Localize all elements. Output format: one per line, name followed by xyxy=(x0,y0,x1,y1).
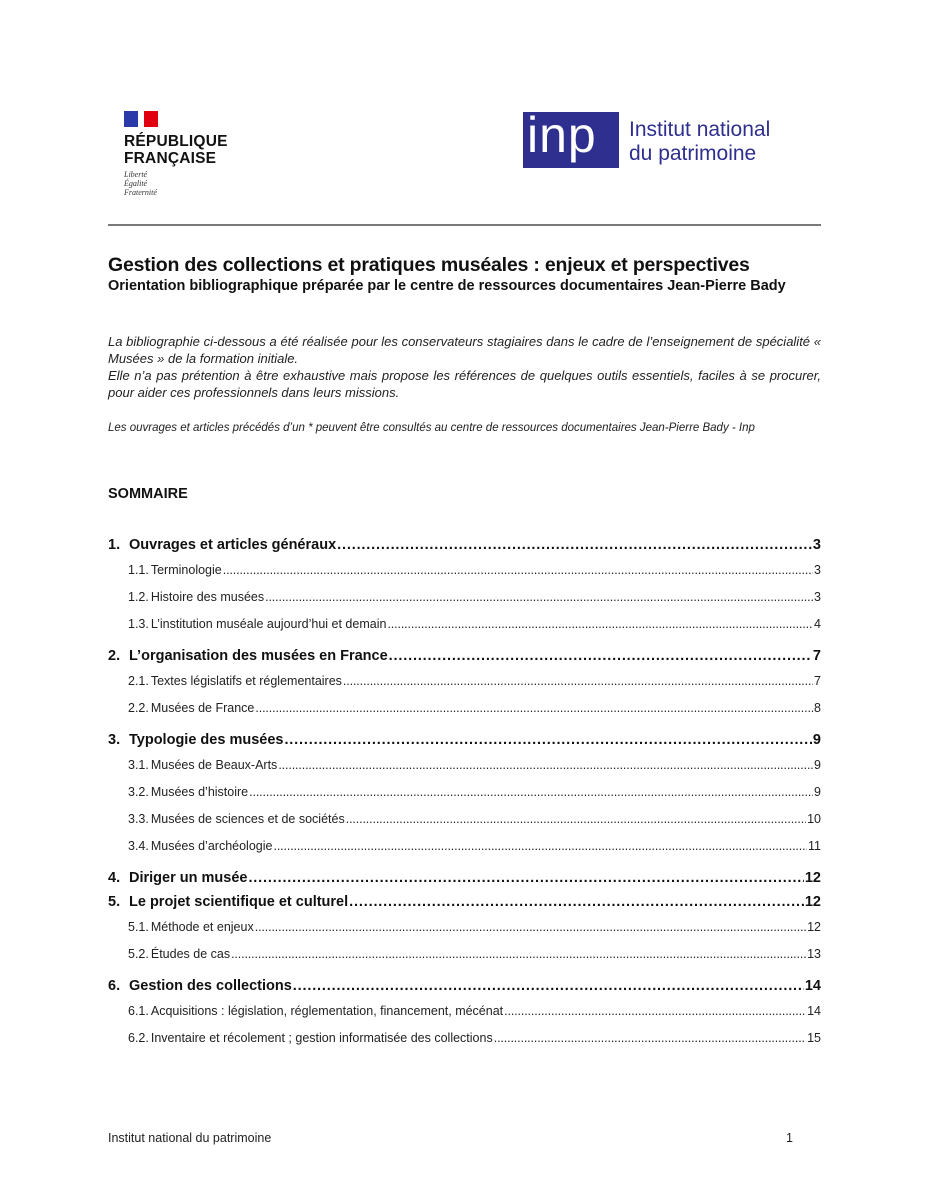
toc-dot-leader xyxy=(494,1025,806,1052)
toc-section-entry[interactable] xyxy=(108,533,821,557)
toc-dot-leader xyxy=(265,584,813,611)
toc-page-number: 15 xyxy=(807,1031,821,1045)
toc-page-number: 3 xyxy=(812,537,821,553)
toc-page-number: 8 xyxy=(814,701,821,715)
toc-subsection-title: Musées de France xyxy=(150,701,255,715)
toc-section-title: Diriger un musée xyxy=(129,870,248,886)
toc-subsection-label xyxy=(128,941,230,968)
toc-subsection-entry[interactable] xyxy=(108,752,821,779)
toc-page-number: 14 xyxy=(804,978,821,994)
toc-dot-leader xyxy=(273,833,807,860)
flag-red-band xyxy=(144,111,158,127)
toc-subsection-number: 1.2. xyxy=(128,590,149,604)
toc-page-number: 9 xyxy=(814,758,821,772)
table-of-contents xyxy=(108,533,821,1058)
toc-subsection-label xyxy=(128,611,386,638)
toc-page-number: 4 xyxy=(814,617,821,631)
toc-page-number: 7 xyxy=(812,648,821,664)
toc-subsection-title: Méthode et enjeux xyxy=(150,920,254,934)
toc-section-label xyxy=(108,533,336,557)
toc-section-group xyxy=(108,533,821,638)
toc-subsection-entry[interactable] xyxy=(108,557,821,584)
intro-paragraph-1: La bibliographie ci-dessous a été réalisée pour les conservateurs stagiaires dans le cadre de l’enseignement de spécialité « Musées » de la formation initiale. xyxy=(108,334,821,366)
toc-subsection-number: 2.2. xyxy=(128,701,149,715)
toc-section-label xyxy=(108,644,388,668)
toc-section-entry[interactable] xyxy=(108,644,821,668)
toc-subsection-entry[interactable] xyxy=(108,998,821,1025)
toc-subsection-title: Musées d’archéologie xyxy=(150,839,273,853)
toc-page-number: 12 xyxy=(804,894,821,910)
toc-dot-leader xyxy=(278,752,813,779)
toc-subsection-label xyxy=(128,668,342,695)
header-divider xyxy=(108,224,821,226)
toc-subsection-entry[interactable] xyxy=(108,584,821,611)
toc-subsection-number: 3.2. xyxy=(128,785,149,799)
toc-subsection-number: 3.3. xyxy=(128,812,149,826)
toc-subsection-label xyxy=(128,584,264,611)
toc-section-label xyxy=(108,866,247,890)
toc-dot-leader xyxy=(249,779,813,806)
document-title: Gestion des collections et pratiques muséales : enjeux et perspectives xyxy=(108,254,750,276)
toc-dot-leader xyxy=(343,668,813,695)
toc-subsection-title: Musées d’histoire xyxy=(150,785,249,799)
toc-subsection-number: 1.1. xyxy=(128,563,149,577)
toc-section-entry[interactable] xyxy=(108,866,821,890)
toc-subsection-entry[interactable] xyxy=(108,611,821,638)
rf-name-line1: RÉPUBLIQUE xyxy=(124,133,228,150)
toc-page-number: 14 xyxy=(807,1004,821,1018)
toc-subsection-number: 3.4. xyxy=(128,839,149,853)
toc-subsection-label xyxy=(128,833,272,860)
toc-page-number: 7 xyxy=(814,674,821,688)
toc-subsection-label xyxy=(128,557,222,584)
toc-subsection-label xyxy=(128,752,277,779)
toc-subsection-number: 6.1. xyxy=(128,1004,149,1018)
sommaire-heading: SOMMAIRE xyxy=(108,486,188,502)
toc-dot-leader xyxy=(284,728,811,752)
toc-section-title: L’organisation des musées en France xyxy=(129,648,388,664)
consultation-note: Les ouvrages et articles précédés d’un * peuvent être consultés au centre de ressources documentaires Jean-Pierre Bady - Inp xyxy=(108,422,755,434)
toc-subsection-label xyxy=(128,779,248,806)
toc-subsection-title: Musées de sciences et de sociétés xyxy=(150,812,345,826)
toc-subsection-entry[interactable] xyxy=(108,914,821,941)
toc-subsection-label xyxy=(128,1025,493,1052)
toc-subsection-entry[interactable] xyxy=(108,779,821,806)
toc-subsection-number: 1.3. xyxy=(128,617,149,631)
intro-text xyxy=(108,333,821,401)
toc-section-number: 5. xyxy=(108,894,121,910)
toc-page-number: 3 xyxy=(814,590,821,604)
toc-section-title: Typologie des musées xyxy=(129,732,284,748)
toc-section-group xyxy=(108,728,821,860)
toc-subsection-title: L’institution muséale aujourd’hui et demain xyxy=(150,617,387,631)
inp-wordmark xyxy=(629,118,770,166)
toc-section-entry[interactable] xyxy=(108,890,821,914)
document-subtitle: Orientation bibliographique préparée par le centre de ressources documentaires Jean-Pierre Bady xyxy=(108,278,786,294)
toc-subsection-number: 5.1. xyxy=(128,920,149,934)
toc-subsection-title: Inventaire et récolement ; gestion informatisée des collections xyxy=(150,1031,493,1045)
toc-subsection-label xyxy=(128,806,345,833)
toc-subsection-title: Études de cas xyxy=(150,947,231,961)
toc-dot-leader xyxy=(504,998,806,1025)
rf-motto-fraternite: Fraternité xyxy=(124,188,157,197)
toc-page-number: 12 xyxy=(804,870,821,886)
toc-dot-leader xyxy=(346,806,806,833)
toc-subsection-number: 5.2. xyxy=(128,947,149,961)
toc-page-number: 12 xyxy=(807,920,821,934)
toc-dot-leader xyxy=(349,890,804,914)
toc-subsection-title: Textes législatifs et réglementaires xyxy=(150,674,342,688)
toc-page-number: 9 xyxy=(814,785,821,799)
republique-francaise-logo xyxy=(124,111,234,197)
toc-section-group xyxy=(108,644,821,722)
toc-subsection-number: 3.1. xyxy=(128,758,149,772)
toc-subsection-title: Terminologie xyxy=(150,563,222,577)
toc-dot-leader xyxy=(255,695,813,722)
inp-logo xyxy=(523,112,770,168)
toc-page-number: 3 xyxy=(814,563,821,577)
toc-section-entry[interactable] xyxy=(108,728,821,752)
toc-section-number: 6. xyxy=(108,978,121,994)
flag-blue-band xyxy=(124,111,138,127)
toc-dot-leader xyxy=(337,533,812,557)
toc-section-number: 2. xyxy=(108,648,121,664)
toc-section-title: Ouvrages et articles généraux xyxy=(129,537,337,553)
toc-subsection-entry[interactable] xyxy=(108,1025,821,1052)
toc-section-group xyxy=(108,866,821,890)
toc-section-title: Le projet scientifique et culturel xyxy=(129,894,349,910)
toc-section-number: 1. xyxy=(108,537,121,553)
toc-dot-leader xyxy=(389,644,812,668)
rf-motto xyxy=(124,170,234,197)
toc-section-label xyxy=(108,728,283,752)
toc-subsection-number: 6.2. xyxy=(128,1031,149,1045)
toc-subsection-title: Musées de Beaux-Arts xyxy=(150,758,278,772)
footer-page-number: 1 xyxy=(786,1131,793,1145)
rf-name-line2: FRANÇAISE xyxy=(124,150,217,167)
toc-subsection-title: Histoire des musées xyxy=(150,590,265,604)
toc-subsection-entry[interactable] xyxy=(108,833,821,860)
toc-subsection-entry[interactable] xyxy=(108,668,821,695)
toc-subsection-entry[interactable] xyxy=(108,806,821,833)
toc-page-number: 11 xyxy=(808,839,821,853)
toc-section-label xyxy=(108,974,292,998)
toc-page-number: 9 xyxy=(812,732,821,748)
french-flag-icon xyxy=(124,111,234,127)
toc-subsection-entry[interactable] xyxy=(108,941,821,968)
footer-institution: Institut national du patrimoine xyxy=(108,1131,272,1145)
toc-section-number: 3. xyxy=(108,732,121,748)
toc-subsection-entry[interactable] xyxy=(108,695,821,722)
toc-section-group xyxy=(108,890,821,968)
toc-subsection-label xyxy=(128,998,503,1025)
rf-motto-egalite: Égalité xyxy=(124,179,148,188)
inp-wordmark-line2: du patrimoine xyxy=(629,142,757,165)
toc-section-label xyxy=(108,890,348,914)
toc-dot-leader xyxy=(231,941,806,968)
toc-section-group xyxy=(108,974,821,1052)
toc-dot-leader xyxy=(248,866,803,890)
toc-dot-leader xyxy=(223,557,813,584)
rf-motto-liberte: Liberté xyxy=(124,170,148,179)
toc-section-entry[interactable] xyxy=(108,974,821,998)
toc-page-number: 10 xyxy=(807,812,821,826)
inp-wordmark-line1: Institut national xyxy=(629,118,771,141)
toc-subsection-number: 2.1. xyxy=(128,674,149,688)
toc-dot-leader xyxy=(255,914,806,941)
intro-paragraph-2: Elle n’a pas prétention à être exhaustive mais propose les références de quelques outils essentiels, faciles à se procurer, pour aider ces professionnels dans leurs missions. xyxy=(108,368,821,400)
toc-page-number: 13 xyxy=(807,947,821,961)
toc-section-title: Gestion des collections xyxy=(129,978,292,994)
toc-section-number: 4. xyxy=(108,870,121,886)
toc-subsection-label xyxy=(128,914,254,941)
toc-subsection-title: Acquisitions : législation, réglementation, financement, mécénat xyxy=(150,1004,504,1018)
toc-dot-leader xyxy=(293,974,804,998)
toc-subsection-label xyxy=(128,695,254,722)
toc-dot-leader xyxy=(387,611,813,638)
inp-acronym: inp xyxy=(523,112,619,168)
